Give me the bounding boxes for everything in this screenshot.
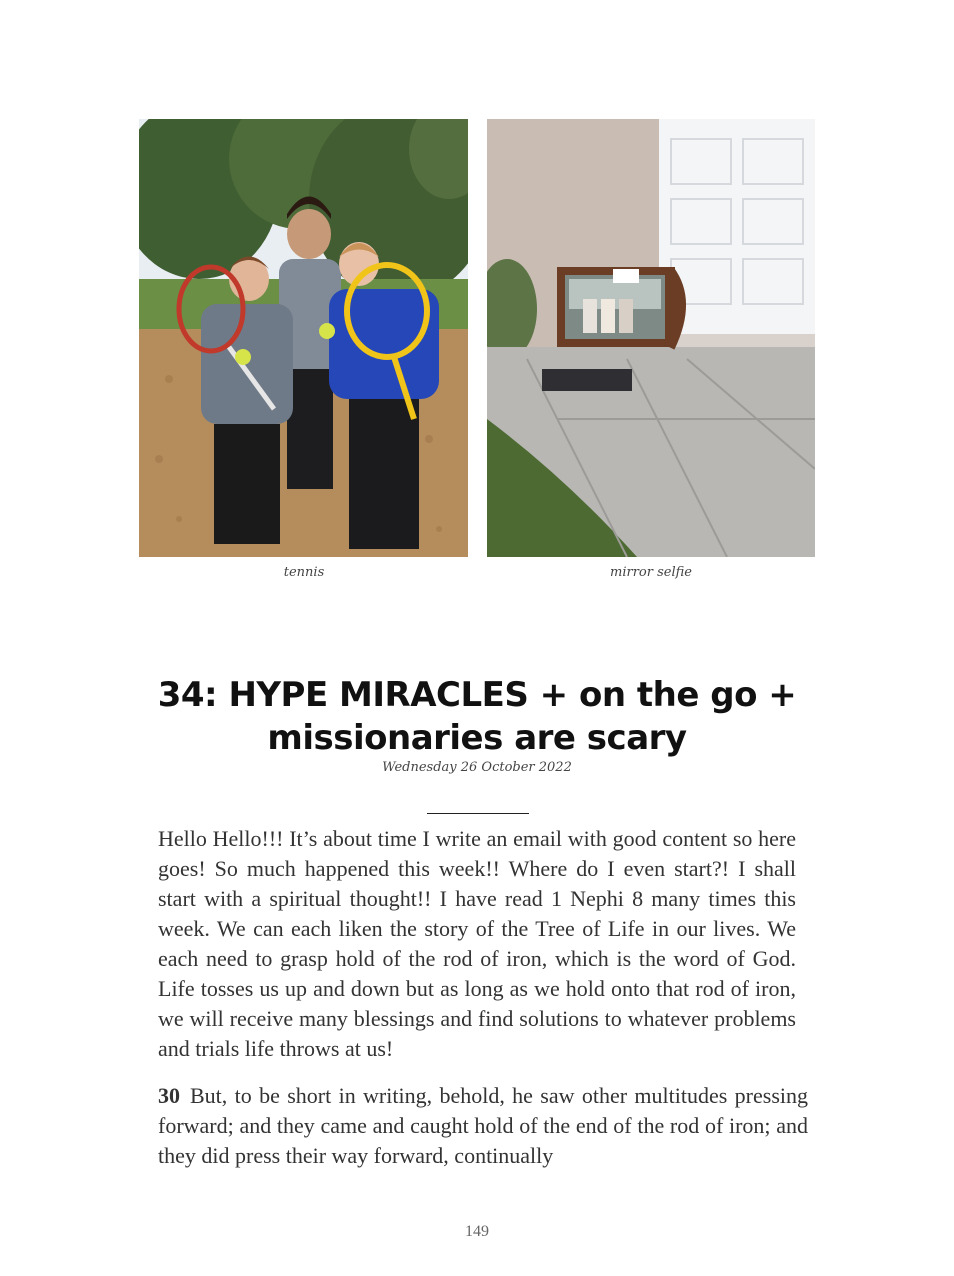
- separator-rule: [427, 813, 529, 814]
- figure-caption-tennis: tennis: [283, 565, 325, 580]
- page-number: 149: [465, 1223, 489, 1240]
- scripture-quote: [158, 1081, 808, 1171]
- tennis-photo: [139, 119, 468, 557]
- body-paragraph: Hello Hello!!! It’s about time I write an email with good content so here goes! So much happened this week!! Where do I even start?! I shall start with a spiritual thought!! I have read 1 Nephi 8 many times this week. We can each liken the story of the Tree of Life in our lives. We each need to grasp hold of the rod of iron, which is the word of God. Life tosses us up and down but as long as we hold onto that rod of iron, we will receive many blessings and find solutions to whatever problems and trials life throws at us!: [158, 826, 796, 1061]
- entry-title: [120, 674, 834, 760]
- entry-title-line-2: missionaries are scary: [267, 718, 687, 758]
- mirror-selfie-photo: [487, 119, 815, 557]
- verse-text: But, to be short in writing, behold, he saw other multitudes pressing forward; and they came and caught hold of the end of the rod of iron; and they did press their way forward, continually: [158, 1083, 808, 1168]
- figure-caption-mirror-selfie: mirror selfie: [610, 565, 692, 580]
- verse-number: 30: [158, 1083, 180, 1108]
- entry-title-line-1: 34: HYPE MIRACLES + on the go +: [157, 675, 797, 715]
- entry-date: Wednesday 26 October 2022: [382, 760, 572, 775]
